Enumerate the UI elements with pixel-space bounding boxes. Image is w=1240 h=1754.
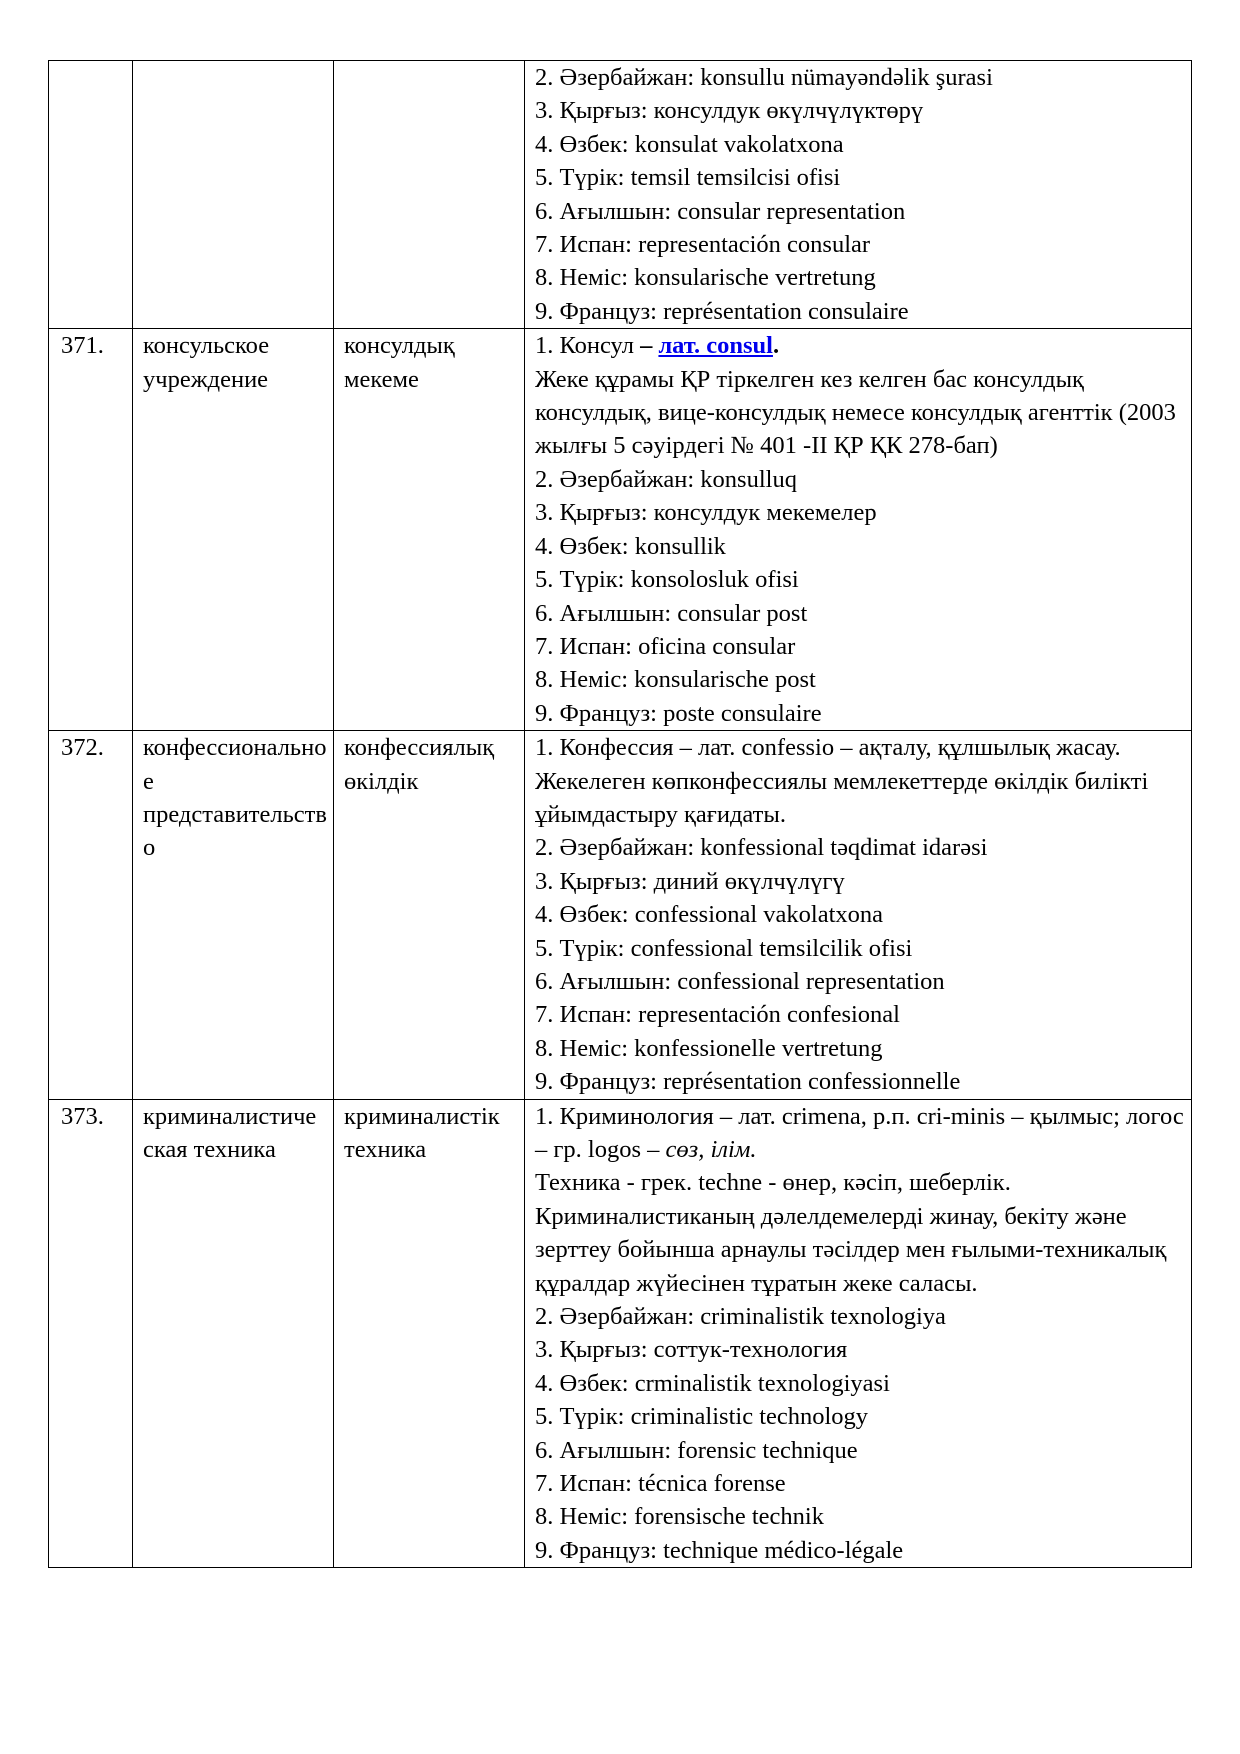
definition-line: 7. Испан: representación confesional xyxy=(535,1001,900,1029)
definition-cell xyxy=(525,731,1192,1099)
definition-line: 5. Түрік: konsolosluk ofisi xyxy=(535,566,799,594)
definition-cell xyxy=(525,329,1192,731)
definition-line: 4. Өзбек: crminalistik texnologiyasi xyxy=(535,1369,890,1397)
definition-line: 7. Испан: representación consular xyxy=(535,231,871,259)
definition-line: 2. Әзербайжан: criminalistik texnologiya xyxy=(535,1303,946,1331)
etymology-dash: – xyxy=(633,332,659,360)
definition-line: 8. Неміс: konsularische post xyxy=(535,666,816,694)
definition-line: 6. Ағылшын: consular post xyxy=(535,599,808,627)
term-kazakh: консулдық мекеме xyxy=(334,329,525,731)
definition-line: 5. Түрік: confessional temsilcilik ofisi xyxy=(535,934,913,962)
definition-line: Жеке құрамы ҚР тіркелген кез келген бас консулдық консулдық, вице-консулдық немесе консулдық агенттік (2003 жылғы 5 сәуірдегі № 401 -II ҚР ҚК 278-бап) xyxy=(535,365,1176,460)
definition-line: 1. Конфессия – лат. confessio – ақталу, құлшылық жасау. xyxy=(535,734,1121,762)
definition-line: 6. Ағылшын: consular representation xyxy=(535,197,906,225)
definition-line: 4. Өзбек: konsulat vakolatxona xyxy=(535,130,844,158)
term-kazakh: криминалистік техника xyxy=(334,1099,525,1568)
term-kazakh: конфессиялық өкілдік xyxy=(334,731,525,1099)
term-russian: криминалистическая техника xyxy=(133,1099,334,1568)
definition-line: Жекелеген көпконфессиялы мемлекеттерде өкілдік билікті ұйымдастыру қағидаты. xyxy=(535,767,1149,828)
etymology-line xyxy=(535,329,1187,362)
definition-line: Криминалистиканың дәлелдемелерді жинау, бекіту және зерттеу бойынша арнаулы тәсілдер мен ғылыми-техникалық құралдар жүйесінен тұратын жеке саласы. xyxy=(535,1202,1167,1297)
definition-line: Техника - грек. techne - өнер, кәсіп, шеберлік. xyxy=(535,1169,1011,1197)
etymology-link[interactable]: лат. consul xyxy=(658,332,773,360)
definition-line: 4. Өзбек: confessional vakolatxona xyxy=(535,901,884,929)
entry-number: 372. xyxy=(49,731,133,1099)
definition-cell xyxy=(525,1099,1192,1568)
definition-line: 3. Қырғыз: консулдук өкүлчүлүктөрү xyxy=(535,97,924,125)
term-kazakh xyxy=(334,61,525,329)
entry-number: 373. xyxy=(49,1099,133,1568)
definition-line: 7. Испан: técnica forense xyxy=(535,1470,786,1498)
definition-line: 6. Ағылшын: forensic technique xyxy=(535,1436,858,1464)
term-russian xyxy=(133,61,334,329)
definition-line: 8. Неміс: konsularische vertretung xyxy=(535,264,876,292)
table-row xyxy=(49,1099,1192,1568)
definition-line: 9. Француз: technique médico-légale xyxy=(535,1536,904,1564)
definition-line: 5. Түрік: criminalistic technology xyxy=(535,1403,869,1431)
definition-line: 6. Ағылшын: confessional representation xyxy=(535,967,945,995)
glossary-table xyxy=(48,60,1192,1568)
definition-line: 7. Испан: oficina consular xyxy=(535,632,796,660)
definition-line: 3. Қырғыз: соттук-технология xyxy=(535,1336,848,1364)
definition-cell xyxy=(525,61,1192,329)
etymology-prefix: 1. Консул xyxy=(535,332,634,360)
definition-line: 3. Қырғыз: консулдук мекемелер xyxy=(535,499,877,527)
etymology-italic: сөз, ілім. xyxy=(665,1136,757,1163)
definition-line: 9. Француз: poste consulaire xyxy=(535,699,822,727)
etymology-prefix: 1. Криминология – лат. crimena, р.п. cri-minis – қылмыс; логос – гр. logos – xyxy=(535,1102,1184,1163)
entry-number xyxy=(49,61,133,329)
definition-line: 8. Неміс: forensische technik xyxy=(535,1503,824,1531)
term-russian: конфессиональное представительство xyxy=(133,731,334,1099)
definition-line: 8. Неміс: konfessionelle vertretung xyxy=(535,1034,883,1062)
etymology-line xyxy=(535,1100,1187,1167)
table-row xyxy=(49,731,1192,1099)
term-russian: консульское учреждение xyxy=(133,329,334,731)
definition-line: 5. Түрік: temsil temsilcisi ofisi xyxy=(535,164,841,192)
definition-line: 9. Француз: représentation confessionnelle xyxy=(535,1068,961,1096)
definition-line: 9. Француз: représentation consulaire xyxy=(535,297,909,325)
etymology-suffix: . xyxy=(772,332,780,360)
definition-line: 2. Әзербайжан: konfessional təqdimat idarəsi xyxy=(535,834,988,862)
definition-line: 3. Қырғыз: диний өкүлчүлүгү xyxy=(535,867,845,895)
definition-line: 4. Өзбек: konsullik xyxy=(535,532,726,560)
table-row xyxy=(49,61,1192,329)
table-row xyxy=(49,329,1192,731)
definition-line: 2. Әзербайжан: konsullu nümayəndəlik şurasi xyxy=(535,64,993,91)
entry-number: 371. xyxy=(49,329,133,731)
definition-line: 2. Әзербайжан: konsulluq xyxy=(535,465,797,493)
